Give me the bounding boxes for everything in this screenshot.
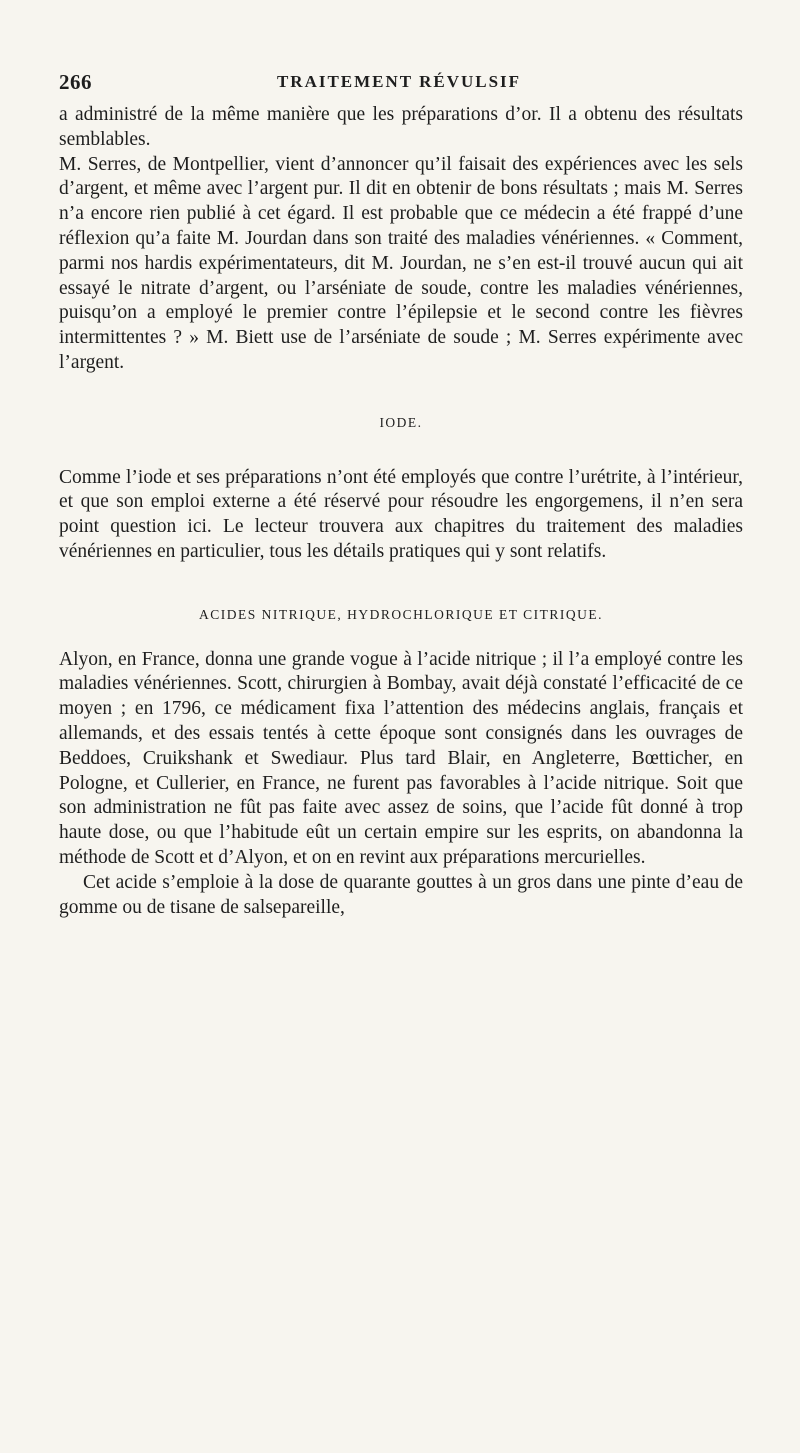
section-heading-acides: ACIDES NITRIQUE, HYDROCHLORIQUE ET CITRIQUE. [199, 606, 603, 622]
running-title: TRAITEMENT RÉVULSIF [276, 72, 522, 91]
section-heading-iode: IODE. [379, 414, 423, 430]
paragraph-alyon: Alyon, en France, donna une grande vogue à l’acide nitrique ; il l’a employé contre les maladies vénériennes. Scott, chirurgien à Bombay, avait déjà constaté l’efficacité de ce moyen ; en 1796, ce médicament fixa l’attention des médecins anglais, français et allemands, et des essais tentés à cette époque sont consignés dans les ouvrages de Beddoes, Cruikshank et Swediaur. Plus tard Blair, en Angleterre, Bœtticher, en Pologne, et Cullerier, en France, ne furent pas favorables à l’acide nitrique. Soit que son administration ne fût pas faite avec assez de soins, que l’acide fût donné à trop haute dose, ou que l’habitude eût un certain empire sur les esprits, on abandonna la méthode de Scott et d’Alyon, et on en revint aux préparations mercurielles. [59, 648, 743, 868]
page-number: 266 [59, 70, 92, 94]
body-text [59, 103, 743, 920]
paragraph-iode: Comme l’iode et ses préparations n’ont été employés que contre l’urétrite, à l’intérieur, et que son emploi externe a été réservé pour résoudre les engorgemens, il n’en sera point question ici. Le lecteur trouvera aux chapitres du traitement des maladies vénériennes en particulier, tous les détails pratiques qui y sont relatifs. [59, 466, 743, 562]
paragraph-dose: Cet acide s’emploie à la dose de quarante gouttes à un gros dans une pinte d’eau de gomme ou de tisane de salsepareille, [59, 871, 743, 918]
paragraph-serres: M. Serres, de Montpellier, vient d’annoncer qu’il faisait des expériences avec les sels d’argent, et même avec l’argent pur. Il dit en obtenir de bons résultats ; mais M. Serres n’a encore rien publié à cet égard. Il est probable que ce médecin a été frappé d’une réflexion qu’a faite M. Jourdan dans son traité des maladies vénériennes. « Comment, parmi nos hardis expérimentateurs, dit M. Jourdan, ne s’en est-il trouvé aucun qui ait essayé le nitrate d’argent, ou l’arséniate de soude, contre les maladies vénériennes, puisqu’on a employé le premier contre l’épilepsie et le second contre les fièvres intermittentes ? » M. Biett use de l’arséniate de soude ; M. Serres expérimente avec l’argent. [59, 153, 743, 373]
paragraph-continuation: a administré de la même manière que les préparations d’or. Il a obtenu des résultats semblables. [59, 104, 743, 150]
running-head [59, 70, 739, 100]
